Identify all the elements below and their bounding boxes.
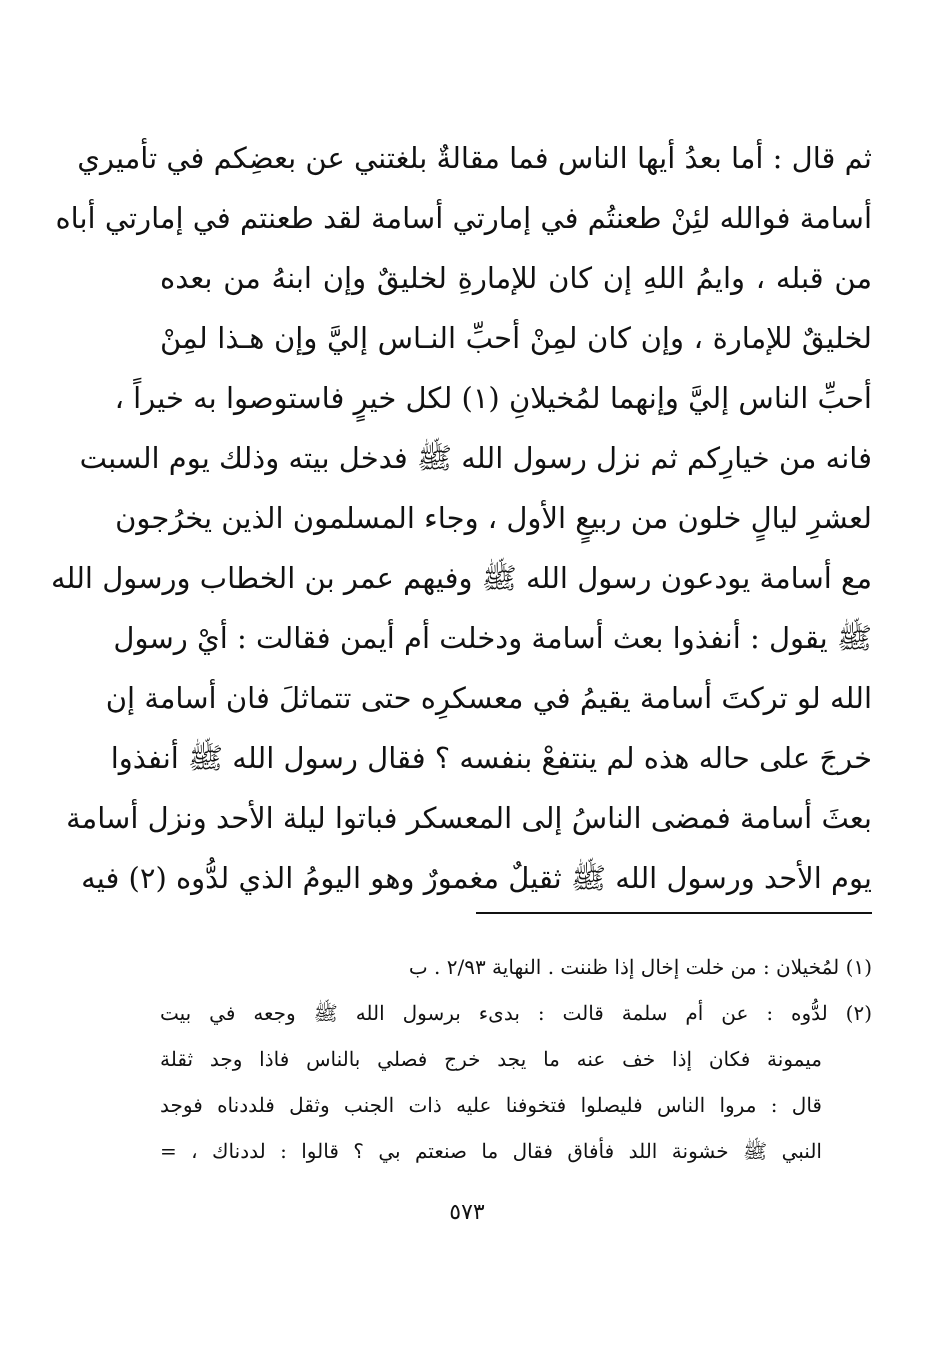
footnote-divider — [476, 912, 872, 914]
page-number: ٥٧٣ — [449, 1200, 485, 1225]
text-line: من قبله ، وايمُ اللهِ إن كان للإمارةِ لخليقٌ وإن ابنهُ من بعده — [160, 261, 872, 295]
text-line: أسامة فوالله لئِنْ طعنتُم في إمارتي أسامة لقد طعنتم في إمارتي أباه — [55, 201, 872, 235]
footnote-2-line: ميمونة فكان إذا خف عنه ما يجد خرج فصلي بالناس فاذا وجد ثقلة — [160, 1047, 822, 1071]
text-line: ﷺ يقول : أنفذوا بعث أسامة ودخلت أم أيمن فقالت : أيْ رسول — [113, 621, 872, 655]
text-line: أحبِّ الناس إليَّ وإنهما لمُخيلانِ (١) لكل خيرٍ فاستوصوا به خيراً ، — [114, 381, 872, 415]
footnote-2-line: قال : مروا الناس فليصلوا فتخوفنا عليه ذات الجنب وثقل فلددناه فوجد — [160, 1093, 822, 1117]
text-line: لعشرِ ليالٍ خلون من ربيعٍ الأول ، وجاء المسلمون الذين يخرُجون — [115, 501, 872, 535]
text-line: فانه من خيارِكم ثم نزل رسول الله ﷺ فدخل بيته وذلك يوم السبت — [79, 441, 872, 475]
main-text — [50, 128, 872, 908]
footnotes — [160, 944, 872, 1174]
text-line: الله لو تركتَ أسامة يقيمُ في معسكرِه حتى تتماثلَ فان أسامة إن — [105, 681, 872, 715]
text-line: مع أسامة يودعون رسول الله ﷺ وفيهم عمر بن الخطاب ورسول الله — [50, 561, 872, 595]
text-line: خرجَ على حاله هذه لم ينتفعْ بنفسه ؟ فقال رسول الله ﷺ أنفذوا — [110, 741, 872, 775]
text-line: يوم الأحد ورسول الله ﷺ ثقيلٌ مغمورٌ وهو اليومُ الذي لدُّوه (٢) فيه — [81, 861, 872, 895]
footnote-2-line: (٢) لدُّوه : عن أم سلمة قالت : بدىء برسول الله ﷺ وجعه في بيت — [160, 1001, 872, 1025]
text-line: ثم قال : أما بعدُ أيها الناس فما مقالةٌ بلغتني عن بعضِكم في تأميري — [77, 141, 872, 175]
footnote-2-line: النبي ﷺ خشونة اللد فأفاق فقال ما صنعتم بي ؟ قالوا : لددناك ، = — [160, 1139, 822, 1163]
footnote-1: (١) لمُخيلان : من خلت إخال إذا ظننت . النهاية ٢/٩٣ . ب — [408, 955, 872, 979]
text-line: بعثَ أسامة فمضى الناسُ إلى المعسكر فباتوا ليلة الأحد ونزل أسامة — [66, 801, 872, 835]
text-line: لخليقٌ للإمارة ، وإن كان لمِنْ أحبِّ النـاس إليَّ وإن هـذا لمِنْ — [160, 321, 872, 355]
